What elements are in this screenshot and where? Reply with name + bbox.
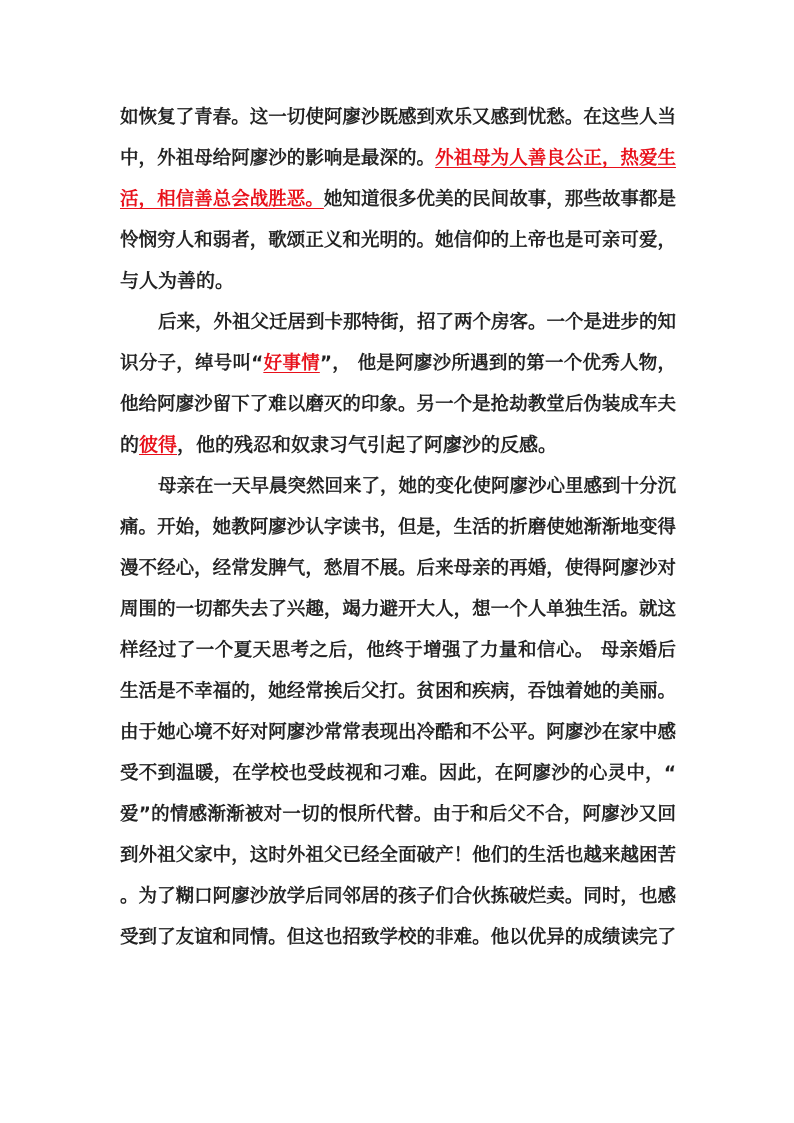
text-run: 由于她心境不好对阿廖沙常常表现出冷酷和不公平。阿廖沙在家中感 xyxy=(120,722,676,743)
text-line xyxy=(120,138,676,179)
text-line xyxy=(120,794,676,835)
highlighted-phrase: 活，相信善总会战胜恶。 xyxy=(120,189,324,210)
text-run: 受到了友谊和同情。但这也招致学校的非难。他以优异的成绩读完了 xyxy=(120,927,676,948)
text-run: 样经过了一个夏天思考之后，他终于增强了力量和信心。 母亲婚后 xyxy=(120,640,676,661)
text-line xyxy=(158,302,676,343)
text-run: 她知道很多优美的民间故事，那些故事都是 xyxy=(323,189,676,210)
text-run: 受不到温暖，在学校也受歧视和刁难。因此，在阿廖沙的心灵中，“ xyxy=(120,763,676,784)
text-line xyxy=(120,384,676,425)
text-line xyxy=(120,630,676,671)
text-run: ，他的残忍和奴隶习气引起了阿廖沙的反感。 xyxy=(177,434,558,456)
text-run: 怜悯穷人和弱者，歌颂正义和光明的。她信仰的上帝也是可亲可爱， xyxy=(120,230,676,251)
text-run: 漫不经心，经常发脾气，愁眉不展。后来母亲的再婚，使得阿廖沙对 xyxy=(120,558,676,579)
text-line xyxy=(120,548,676,589)
text-run: 痛。开始，她教阿廖沙认字读书，但是，生活的折磨使她渐渐地变得 xyxy=(120,517,676,538)
text-run: 中，外祖母给阿廖沙的影响是最深的。 xyxy=(120,148,436,169)
text-run: 周围的一切都失去了兴趣，竭力避开大人，想一个人单独生活。就这 xyxy=(120,599,676,620)
text-run: 如恢复了青春。这一切使阿廖沙既感到欢乐又感到忧愁。在这些人当 xyxy=(120,107,676,128)
text-line xyxy=(120,835,676,876)
text-run: 后来，外祖父迁居到卡那特街，招了两个房客。一个是进步的知 xyxy=(158,312,677,333)
text-line xyxy=(120,589,676,630)
text-line xyxy=(120,261,676,302)
text-run: 生活是不幸福的，她经常挨后父打。贫困和疾病，吞蚀着她的美丽。 xyxy=(120,681,676,702)
text-line xyxy=(158,466,676,507)
text-line xyxy=(120,917,676,958)
text-line xyxy=(120,671,676,712)
text-run: 母亲在一天早晨突然回来了，她的变化使阿廖沙心里感到十分沉 xyxy=(158,476,677,497)
highlighted-phrase: 好事情 xyxy=(263,353,320,374)
text-run: ”， 他是阿廖沙所遇到的第一个优秀人物， xyxy=(319,353,676,374)
text-line xyxy=(120,179,676,220)
text-run: 他给阿廖沙留下了难以磨灭的印象。另一个是抢劫教堂后伪装成车夫 xyxy=(120,394,676,415)
text-line xyxy=(120,753,676,794)
text-line xyxy=(120,876,676,917)
text-run: 识分子，绰号叫“ xyxy=(120,353,264,374)
text-line xyxy=(120,220,676,261)
text-line xyxy=(120,507,676,548)
text-run: 的 xyxy=(120,434,140,456)
text-run: 与人为善的。 xyxy=(120,270,235,292)
text-line xyxy=(120,97,676,138)
highlighted-phrase: 彼得 xyxy=(139,434,178,456)
text-run: 爱”的情感渐渐被对一切的恨所代替。由于和后父不合，阿廖沙又回 xyxy=(120,804,676,825)
text-line xyxy=(120,425,676,466)
highlighted-phrase: 外祖母为人善良公正，热爱生 xyxy=(435,148,676,169)
text-run: 到外祖父家中，这时外祖父已经全面破产！他们的生活也越来越困苦 xyxy=(120,845,676,866)
text-line xyxy=(120,343,676,384)
text-run: 。为了糊口阿廖沙放学后同邻居的孩子们合伙拣破烂卖。同时，也感 xyxy=(120,886,676,907)
text-line xyxy=(120,712,676,753)
